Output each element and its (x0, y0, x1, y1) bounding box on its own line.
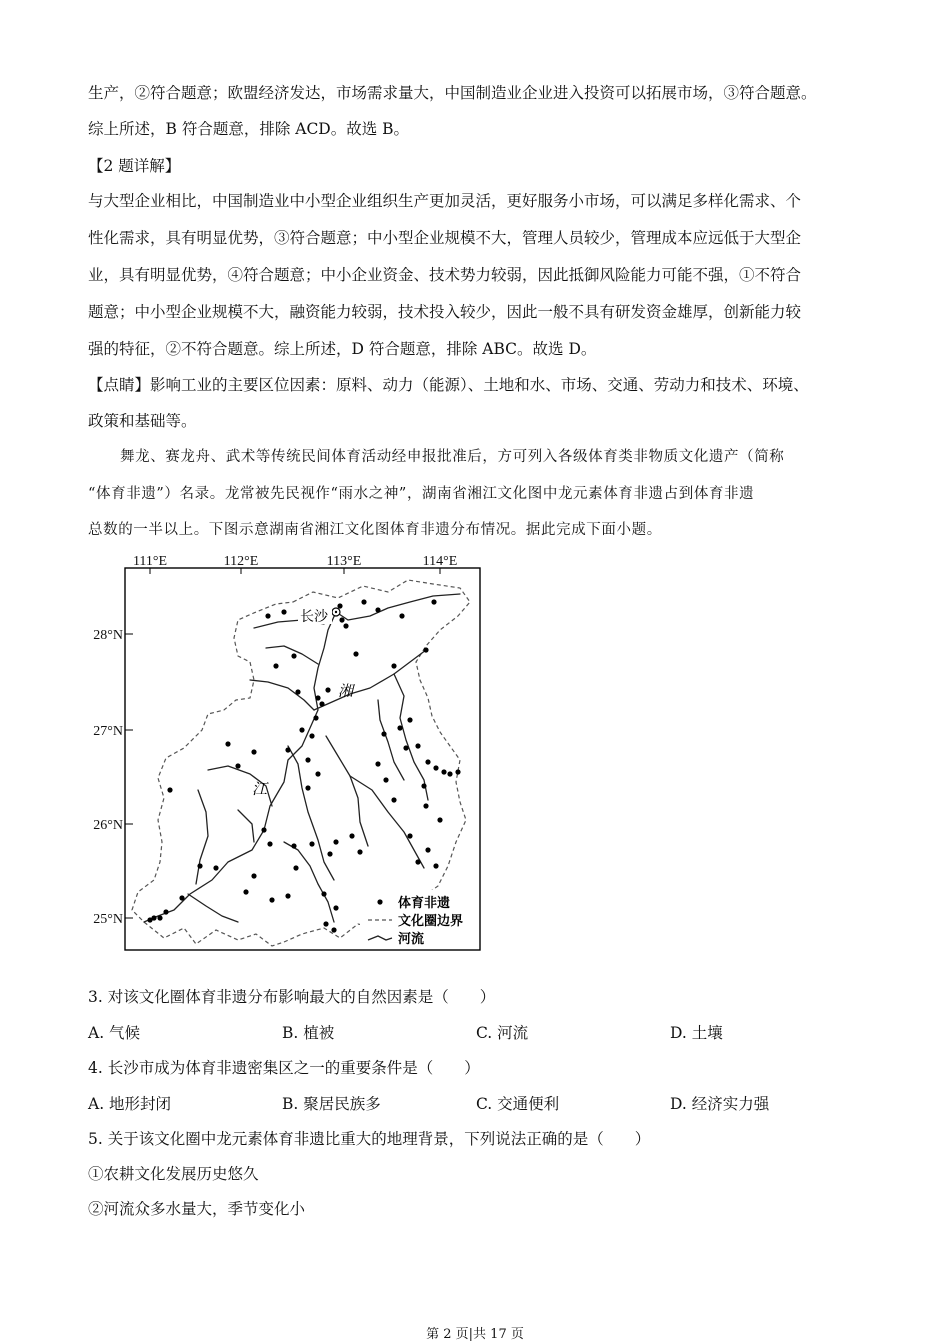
heritage-dot (343, 623, 348, 628)
lat-label: 25°N (93, 912, 123, 927)
option-b[interactable]: B. 聚居民族多 (282, 1095, 381, 1113)
lat-label: 28°N (93, 628, 123, 643)
text-line: 生产，②符合题意；欧盟经济发达，市场需求量大，中国制造业企业进入投资可以拓展市场，③符合题意。 (88, 84, 817, 102)
heritage-dot (293, 865, 298, 870)
option-d[interactable]: D. 经济实力强 (670, 1095, 770, 1113)
heritage-dot (353, 651, 358, 656)
heritage-dot (197, 863, 202, 868)
page-footer: 第 2 页|共 17 页 (426, 1327, 524, 1342)
text-line: 【点睛】影响工业的主要区位因素：原料、动力（能源）、土地和水、市场、交通、劳动力和技术、环境、 (88, 376, 809, 394)
heritage-dot (441, 769, 446, 774)
heritage-dot (291, 843, 296, 848)
heritage-dot (315, 771, 320, 776)
option-d[interactable]: D. 土壤 (670, 1024, 723, 1042)
heritage-dot (397, 725, 402, 730)
heritage-dot (265, 613, 270, 618)
question-stem: 5. 关于该文化圈中龙元素体育非遗比重大的地理背景，下列说法正确的是（ ） (88, 1130, 651, 1148)
text-line: 业，具有明显优势，④符合题意；中小企业资金、技术势力较弱，因此抵御风险能力可能不强，①不符合 (88, 266, 802, 284)
text-line: 政策和基础等。 (88, 412, 197, 430)
question-stem: 4. 长沙市成为体育非遗密集区之一的重要条件是（ ） (88, 1059, 480, 1077)
heritage-dot (433, 765, 438, 770)
text-line: 题意；中小型企业规模不大，融资能力较弱，技术投入较少，因此一般不具有研发资金雄厚，创新能力较 (88, 303, 802, 321)
lon-label: 112°E (223, 554, 259, 569)
heritage-dot (147, 917, 152, 922)
heritage-dot (163, 909, 168, 914)
heritage-dot (415, 859, 420, 864)
heritage-dot (179, 895, 184, 900)
heritage-dot (391, 663, 396, 668)
option-c[interactable]: C. 交通便利 (476, 1095, 560, 1113)
text-line: 舞龙、赛龙舟、武术等传统民间体育活动经申报批准后，方可列入各级体育类非物质文化遗产（简称 (120, 449, 785, 465)
city-label: 长沙 (300, 609, 328, 625)
heritage-dot (415, 743, 420, 748)
xiangjiang-culture-map (88, 550, 488, 955)
lat-label: 27°N (93, 724, 123, 739)
heritage-dot (381, 731, 386, 736)
heritage-dot (333, 839, 338, 844)
heritage-dot (319, 701, 324, 706)
text-line: 与大型企业相比，中国制造业中小型企业组织生产更加灵活，更好服务小市场，可以满足多样化需求、个 (88, 192, 802, 210)
lat-label: 26°N (93, 818, 123, 833)
heritage-dot (269, 897, 274, 902)
heritage-dot (251, 873, 256, 878)
heritage-dot (167, 787, 172, 792)
heritage-dot (433, 863, 438, 868)
heritage-dot (309, 733, 314, 738)
heritage-dot (243, 889, 248, 894)
lon-label: 111°E (132, 554, 168, 569)
option-a[interactable]: A. 气候 (88, 1024, 141, 1042)
heritage-dot (375, 607, 380, 612)
statement-2: ②河流众多水量大，季节变化小 (88, 1200, 306, 1218)
heritage-dot (305, 785, 310, 790)
option-b[interactable]: B. 植被 (282, 1024, 335, 1042)
text-line: 总数的一半以上。下图示意湖南省湘江文化图体育非遗分布情况。据此完成下面小题。 (88, 522, 662, 538)
heritage-dot (425, 847, 430, 852)
heritage-dot (285, 893, 290, 898)
text-line: 性化需求，具有明显优势，③符合题意；中小型企业规模不大，管理人员较少，管理成本应远低于大型企 (88, 229, 802, 247)
heritage-dot (267, 841, 272, 846)
heritage-dot (399, 613, 404, 618)
heritage-dot (333, 905, 338, 910)
heritage-dot (331, 927, 336, 932)
text-line: 综上所述，B 符合题意，排除 ACD。故选 B。 (88, 120, 410, 138)
map-legend (360, 890, 478, 948)
heritage-dot (421, 783, 426, 788)
legend-heritage: 体育非遗 (398, 896, 451, 911)
heritage-dot (403, 745, 408, 750)
heritage-dot (407, 833, 412, 838)
heritage-dots (147, 599, 460, 932)
heritage-dot (423, 803, 428, 808)
river-label: 湘 (338, 682, 354, 700)
heritage-dot (313, 715, 318, 720)
heritage-dot (299, 727, 304, 732)
heritage-dot (315, 695, 320, 700)
lon-label: 113°E (326, 554, 362, 569)
heritage-dot (455, 769, 460, 774)
text-line: 强的特征，②不符合题意。综上所述，D 符合题意，排除 ABC。故选 D。 (88, 340, 597, 358)
heritage-dot (337, 603, 342, 608)
heritage-dot (295, 689, 300, 694)
heritage-dot (213, 865, 218, 870)
heritage-dot (391, 797, 396, 802)
question-stem: 3. 对该文化圈体育非遗分布影响最大的自然因素是（ ） (88, 988, 496, 1006)
heritage-dot (225, 741, 230, 746)
lon-label: 114°E (422, 554, 458, 569)
heritage-dot (339, 617, 344, 622)
heritage-dot (157, 915, 162, 920)
heritage-dot (437, 817, 442, 822)
heritage-dot (235, 763, 240, 768)
heritage-dot (309, 841, 314, 846)
heritage-dot (251, 749, 256, 754)
option-a[interactable]: A. 地形封闭 (88, 1095, 172, 1113)
heritage-dot (423, 647, 428, 652)
river-network (144, 594, 460, 922)
heritage-dot (323, 921, 328, 926)
heritage-dot (273, 663, 278, 668)
heritage-dot (375, 761, 380, 766)
statement-1: ①农耕文化发展历史悠久 (88, 1165, 259, 1183)
heritage-dot (383, 777, 388, 782)
heritage-dot (325, 687, 330, 692)
legend-river: 河流 (398, 932, 425, 947)
heritage-dot (281, 609, 286, 614)
heritage-dot (305, 757, 310, 762)
option-c[interactable]: C. 河流 (476, 1024, 529, 1042)
heritage-dot (321, 891, 326, 896)
heritage-dot (447, 771, 452, 776)
section-heading: 【2 题详解】 (88, 157, 181, 175)
heritage-dot (285, 747, 290, 752)
heritage-dot (291, 653, 296, 658)
heritage-dot (261, 827, 266, 832)
heritage-dot (361, 599, 366, 604)
text-line: “体育非遗”）名录。龙常被先民视作“雨水之神”，湖南省湘江文化图中龙元素体育非遗占到体育非遗 (88, 486, 755, 502)
heritage-dot (327, 851, 332, 856)
heritage-dot (407, 717, 412, 722)
heritage-dot (357, 849, 362, 854)
legend-boundary: 文化圈边界 (398, 914, 464, 929)
heritage-dot (425, 759, 430, 764)
heritage-dot (431, 599, 436, 604)
heritage-dot (349, 833, 354, 838)
river-label: 江 (252, 780, 268, 798)
